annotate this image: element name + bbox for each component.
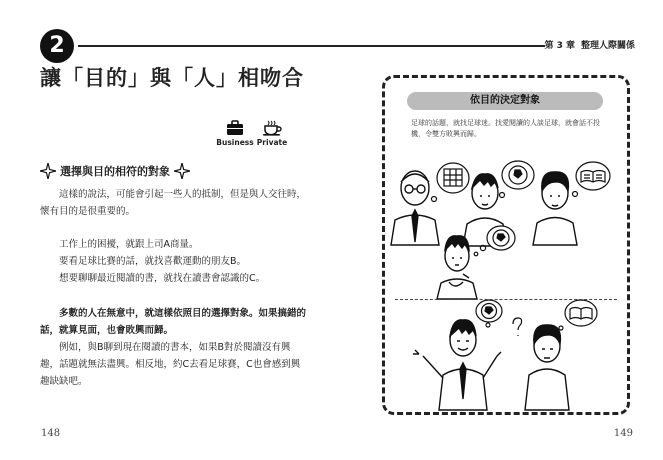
person-c-reader [533,172,577,245]
box-caption: 足球的話題，就找足球迷。找愛閱讀的人談足球，就會話不投機，令雙方敗興而歸。 [411,119,600,138]
calendar-bubble [432,163,470,202]
paragraph-3: 要看足球比賽的話，就找喜歡運動的朋友B。 [59,256,247,267]
running-head [544,38,635,51]
paragraph-1: 這樣的說法，可能會引起一些人的抵制，但是與人交往時，懷有目的是很重要的。 [40,189,307,217]
paragraph-4: 想要聊聊最近閱讀的書，就找在讀書會認識的C。 [59,273,266,284]
soccer-ball-icon [500,161,535,198]
body-paragraph-group [40,305,306,390]
people-illustration [385,78,627,412]
body-paragraph [40,186,306,220]
briefcase-icon [226,120,244,136]
paragraph-2: 工作上的困擾，就跟上司A商量。 [59,239,199,250]
page-title: 讓「目的」與「人」相吻合 [40,65,304,90]
box-title: 依目的決定對象 [407,92,603,110]
book-bubble [573,162,611,197]
private-label: Private [256,138,288,147]
running-head-chapter: 第 3 章 [544,41,575,51]
page-number: 148 [41,428,61,439]
paragraph-6: 例如，與B聊到現在閱讀的書本，如果B對於閱讀沒有興趣，話題就無法盡興。相反地，約C去看足球賽，C也會感到興趣缺缺吧。 [40,342,301,387]
header-rule [78,45,332,47]
right-page [332,0,663,460]
section-heading-text: 選擇與目的相符的對象 [60,165,170,178]
business-label: Business [216,138,254,147]
book-bubble [559,300,597,330]
chapter-number-badge: 2 [40,29,74,63]
illustration-box [382,75,630,415]
sparkle-icon [174,163,190,179]
private-badge [252,120,292,147]
coffee-cup-icon [262,120,282,136]
box-divider [395,299,617,300]
business-badge [215,120,255,147]
person-excited [413,320,501,410]
soccer-ball-icon [476,300,502,327]
person-uninterested [513,318,569,410]
page-number: 149 [613,428,633,439]
paragraph-5: 多數的人在無意中，就這樣依照目的選擇對象。如果搞錯的話，就算見面，也會敗興而歸。 [40,308,307,336]
sparkle-icon [40,163,56,179]
body-paragraph-group [40,236,306,287]
running-head-title: 整理人際關係 [580,41,635,51]
header-rule [332,45,545,47]
section-heading [40,160,190,182]
person-a-boss [391,171,439,245]
